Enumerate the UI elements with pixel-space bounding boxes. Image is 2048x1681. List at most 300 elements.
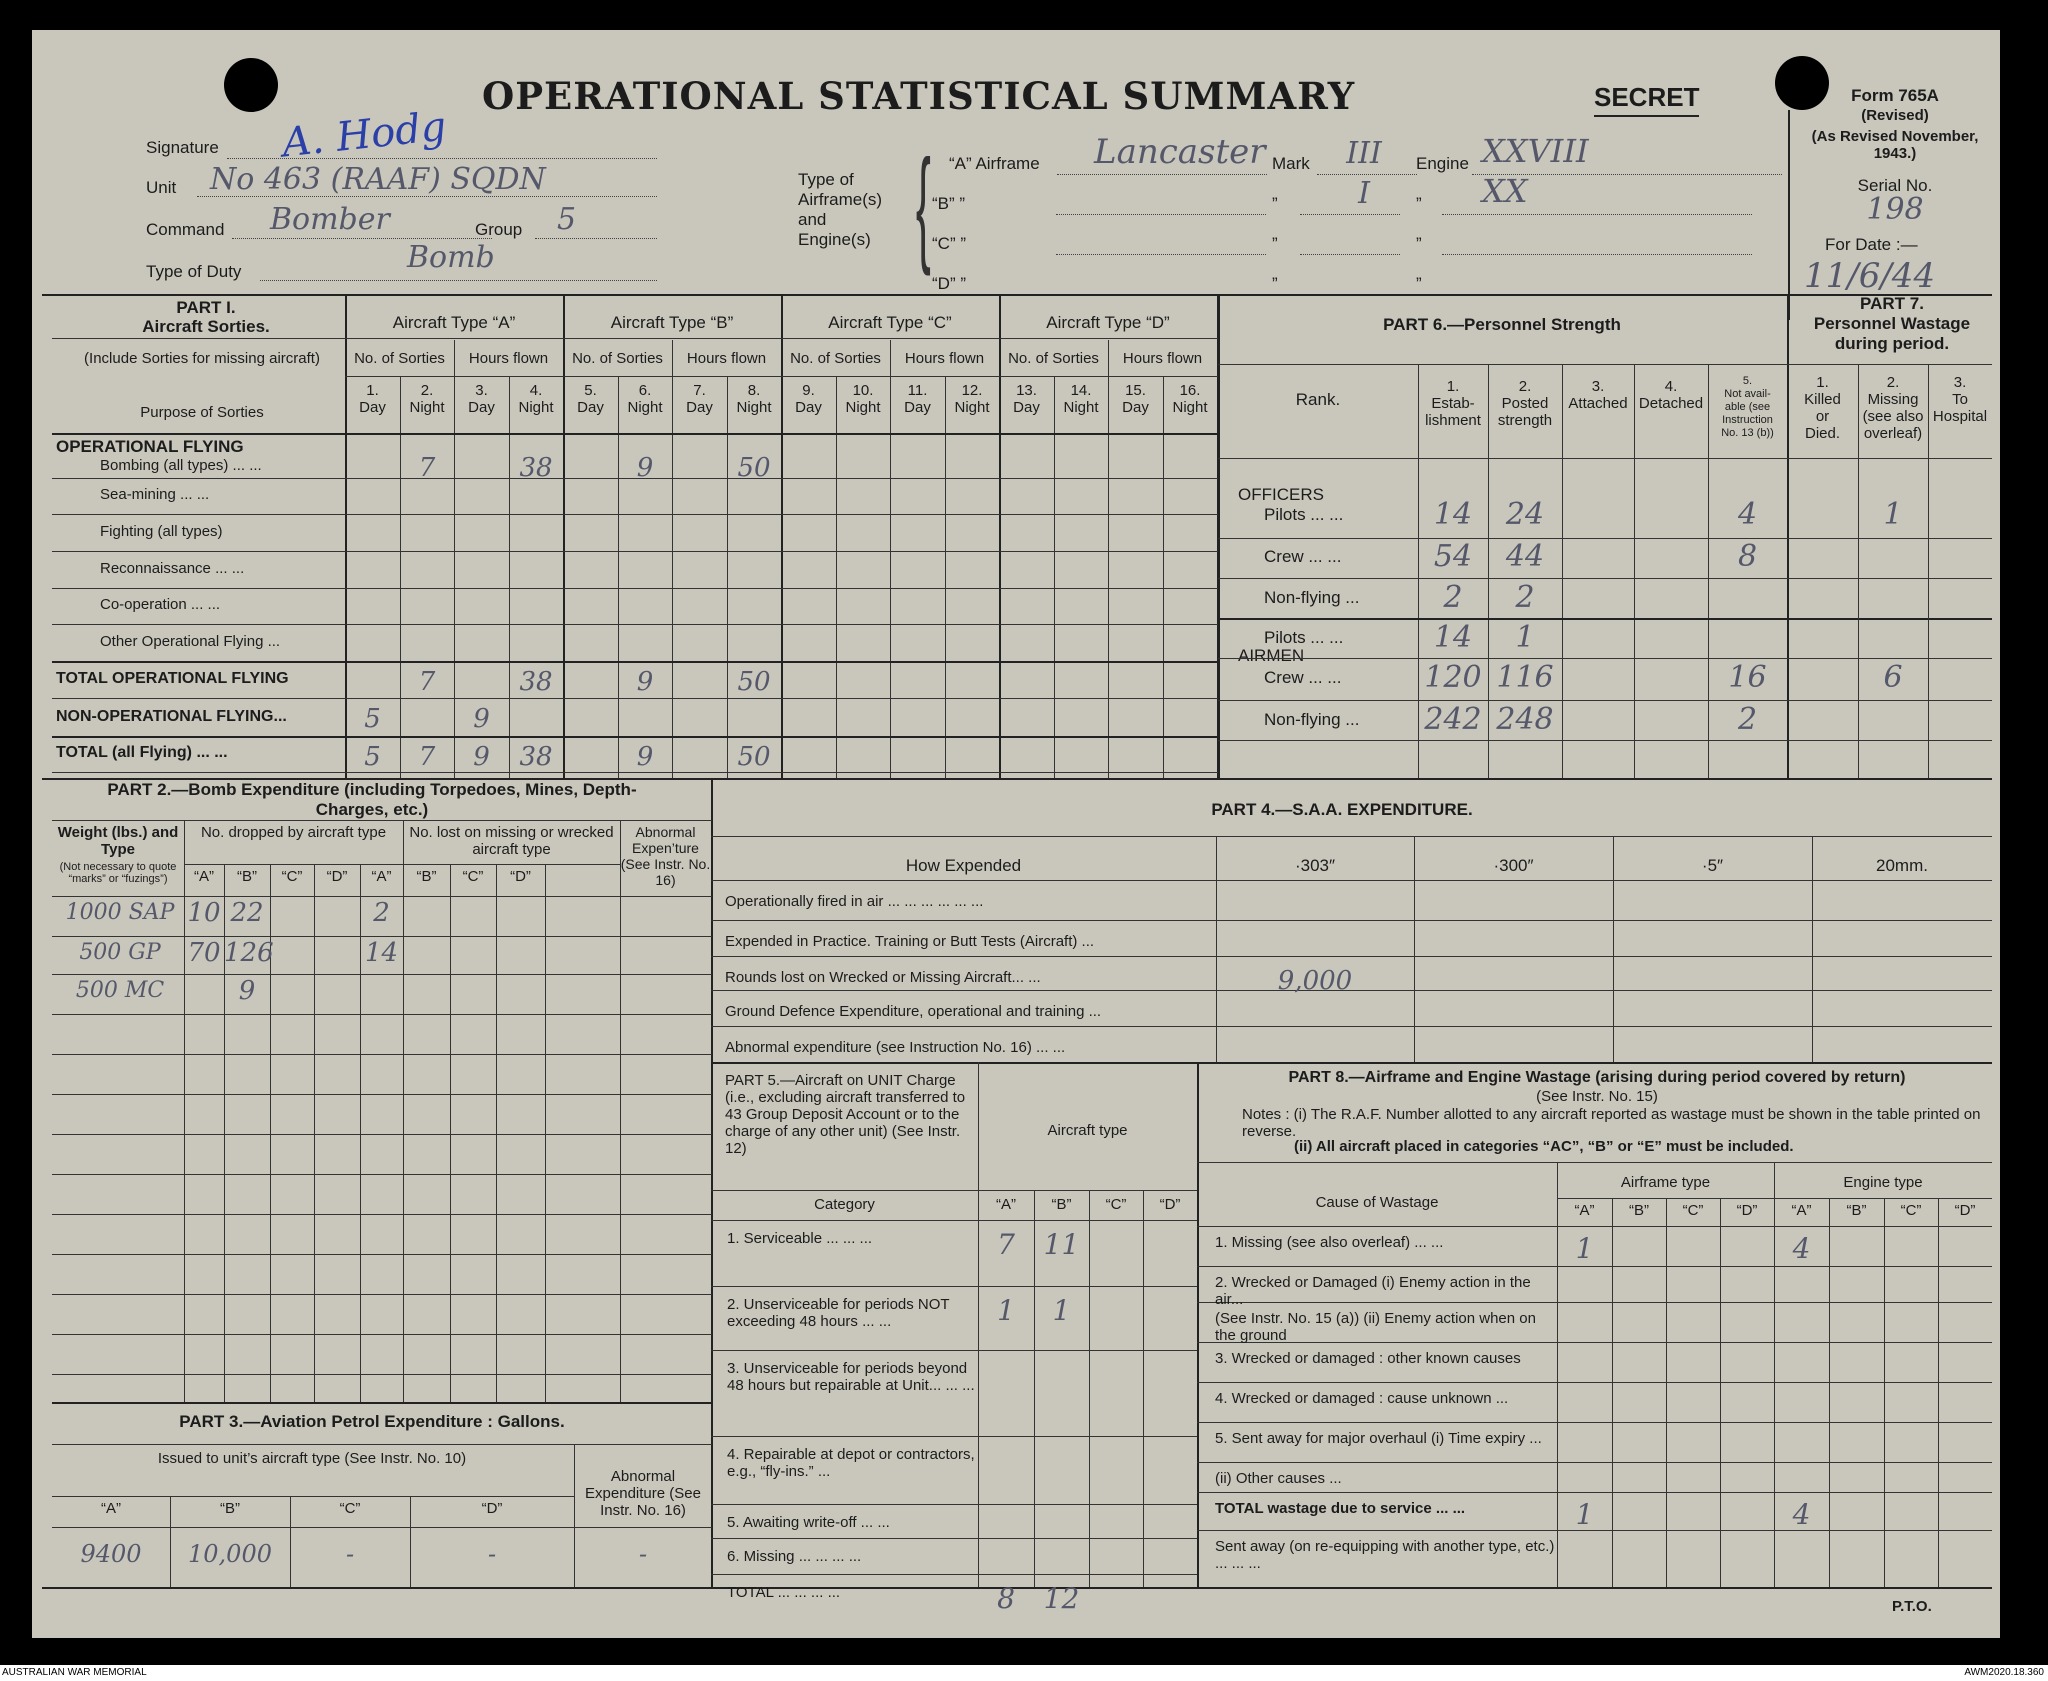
part2-type-rule2 (52, 896, 712, 897)
part1-row-rule (52, 661, 1218, 663)
part8-cause-head: Cause of Wastage (1315, 1194, 1439, 1211)
part3-type-head: “D” (481, 1500, 503, 1517)
part1-row-label: Fighting (all types) (100, 523, 223, 540)
part1-cell-value: 7 (418, 667, 436, 697)
part1-row-label: Sea-mining ... ... (100, 486, 210, 503)
part6-cell-value: 8 (1737, 539, 1758, 574)
part1-sorties-head: No. of Sorties (1008, 350, 1099, 367)
part1-row-rule (52, 624, 1218, 625)
part2-row-rule (52, 1334, 712, 1335)
part2-weight-note: (Not necessary to quote “marks” or “fuzings”) (59, 861, 177, 885)
duty-line (260, 280, 657, 281)
part6-head-rule2 (1218, 458, 1992, 459)
form-revision-date: (As Revised November, 1943.) (1811, 128, 1979, 162)
part1-col-head: 15. Day (1122, 382, 1149, 416)
part5-row-label: TOTAL ... ... ... ... (727, 1584, 841, 1601)
part1-type-head: Aircraft Type “A” (392, 313, 516, 332)
secret-stamp: SECRET (1594, 82, 1699, 117)
airframe-key: “C” ” (932, 234, 966, 253)
part6-row-rule (1218, 700, 1992, 701)
part1-hours-head: Hours flown (468, 350, 549, 367)
part6-row-rule (1218, 658, 1992, 659)
part8-row-label: (See Instr. No. 15 (a)) (ii) Enemy action when on the ground (1215, 1310, 1536, 1344)
engine-line (1442, 254, 1752, 255)
part1-op-heading: OPERATIONAL FLYING (56, 437, 244, 456)
part1-cell-value: 7 (418, 742, 436, 772)
part6-cell-value: 2 (1737, 702, 1758, 737)
part1-hours-head: Hours flown (904, 350, 985, 367)
part5-cell-value: 8 (997, 1582, 1015, 1615)
part4-row-rule (711, 920, 1992, 921)
mark-line (1317, 174, 1417, 175)
part8-row-rule (1197, 1266, 1992, 1267)
part3-type-head: “A” (101, 1500, 121, 1517)
part1-row-rule (52, 588, 1218, 589)
part1-head-rule1 (52, 338, 1218, 339)
airframe-key: “D” ” (932, 274, 966, 293)
part8-airframe-type: “C” (1682, 1202, 1704, 1219)
part1-row-label: TOTAL OPERATIONAL FLYING (56, 670, 289, 687)
part5-row-label: 1. Serviceable ... ... ... (727, 1230, 873, 1247)
mark-value: I (1358, 176, 1370, 211)
part1-cell-value: 9 (636, 742, 654, 772)
part2-rule (314, 864, 315, 1402)
part8-note1: Notes : (i) The R.A.F. Number allotted to any aircraft reported as wastage must be shown in the table printed on reverse. (1242, 1106, 1981, 1140)
part8-row-label: (ii) Other causes ... (1215, 1470, 1342, 1487)
part4-row-label: Ground Defence Expenditure, operational and training ... (725, 1003, 1102, 1020)
part1-row-rule (52, 772, 1218, 773)
form-box-divider (1788, 110, 1790, 320)
type-of-airframe-label: Type of Airframe(s) and Engine(s) (798, 170, 883, 249)
part6-cell-value: 242 (1424, 702, 1482, 737)
mark-label: ” (1272, 274, 1278, 293)
part2-dropped-type: “C” (281, 868, 303, 885)
engine-label: ” (1416, 194, 1422, 213)
part3-head-rule (52, 1444, 712, 1445)
part6-cell-value: 1 (1515, 620, 1535, 655)
part6-cell-value: 16 (1728, 660, 1767, 695)
mark-label: Mark (1272, 154, 1310, 173)
part6-col-head: 1. Estab- lishment (1425, 378, 1481, 429)
part8-airframe-type: “A” (1574, 1202, 1595, 1219)
part6-airmen-heading: AIRMEN (1238, 646, 1305, 665)
part2-row-rule (52, 1374, 712, 1375)
part2-lost-value: 14 (364, 938, 399, 968)
part1-cell-value: 9 (473, 704, 490, 734)
command-label: Command (146, 220, 225, 239)
part1-col-head: 4. Night (518, 382, 554, 416)
part6-row-label: Pilots ... ... (1264, 628, 1344, 647)
part8-row-label: 5. Sent away for major overhaul (i) Time expiry ... (1215, 1430, 1542, 1447)
part1-row-label: TOTAL (all Flying) ... ... (56, 744, 228, 761)
duty-label: Type of Duty (146, 262, 242, 281)
part4-how-head: How Expended (905, 856, 1022, 875)
part1-col-head: 12. Night (954, 382, 990, 416)
part2-dropped-value: 126 (224, 938, 274, 968)
part4-row-label: Abnormal expenditure (see Instruction No. 16) ... ... (725, 1039, 1066, 1056)
part8-row-rule (1197, 1492, 1992, 1493)
part2-dropped-head: No. dropped by aircraft type (200, 824, 387, 841)
airframe-line (1057, 174, 1267, 175)
part7-col-head: 2. Missing (see also overleaf) (1862, 374, 1924, 442)
part2-dropped-type: “A” (194, 868, 214, 885)
part2-head-rule (52, 820, 712, 821)
part6-cell-value: 44 (1505, 539, 1545, 574)
part1-row-rule (52, 551, 1218, 552)
part1-cell-value: 5 (364, 742, 381, 772)
part5-row-rule (711, 1504, 1197, 1505)
part5-row-label: 4. Repairable at depot or contractors, e.g., “fly-ins.” ... (727, 1446, 975, 1480)
part2-lost-type: “A” (371, 868, 392, 885)
part1-cell-value: 38 (519, 667, 553, 697)
part8-title: PART 8.—Airframe and Engine Wastage (arising during period covered by return) (1288, 1069, 1906, 1086)
airframe-value: Lancaster (1094, 132, 1266, 172)
part1-cell-value: 5 (364, 704, 381, 734)
part6-row-label: Pilots ... ... (1264, 505, 1344, 524)
part1-col-head: 13. Day (1013, 382, 1040, 416)
part1-title: PART I. (176, 298, 236, 317)
part2-row-rule (52, 936, 712, 937)
part1-row-label: Other Operational Flying ... (100, 633, 281, 650)
part2-dropped-value: 22 (230, 898, 264, 928)
part1-cell-value: 50 (737, 453, 771, 483)
part1-purpose: Purpose of Sorties (140, 404, 264, 421)
part8-engine-head: Engine type (1843, 1174, 1923, 1191)
part1-col-head: 1. Day (359, 382, 386, 416)
part4-head-rule2 (711, 880, 1992, 881)
part3-type-head: “C” (339, 1500, 361, 1517)
part1-col-head: 7. Day (686, 382, 713, 416)
part2-lost-type: “B” (416, 868, 437, 885)
part1-row-rule (52, 514, 1218, 515)
part1-row-rule (52, 736, 1218, 738)
part6-col-head: 2. Posted strength (1497, 378, 1553, 429)
part6-cell-value: 2 (1443, 580, 1463, 615)
part5-type-head: “C” (1105, 1196, 1127, 1213)
part5-cell-value: 12 (1043, 1582, 1080, 1615)
part4-head-rule (711, 836, 1992, 837)
mark-line (1300, 254, 1400, 255)
part5-type-head: “B” (1051, 1196, 1072, 1213)
part2-weight-value: 500 GP (79, 940, 161, 965)
part1-cell-value: 7 (418, 453, 436, 483)
part1-col-head: 14. Night (1063, 382, 1099, 416)
part7-title: PART 7. (1860, 294, 1924, 313)
airframe-key: “B” ” (932, 194, 966, 213)
part5-title: PART 5.—Aircraft on UNIT Charge (i.e., excluding aircraft transferred to 43 Group Deposit Account or to the charge of any other unit) (See Instr. 12) (725, 1072, 966, 1157)
part8-engine-type: “A” (1791, 1202, 1812, 1219)
part2-abnormal-head: Abnormal Expen’ture (See Instr. No. 16) (620, 824, 711, 888)
airframe-line (1056, 214, 1266, 215)
part8-row-label: 4. Wrecked or damaged : cause unknown ... (1215, 1390, 1509, 1407)
serial-value: 198 (1866, 192, 1924, 227)
engine-value: XXVIII (1482, 132, 1589, 170)
mark-line (1300, 214, 1400, 215)
part1-note: (Include Sorties for missing aircraft) (84, 350, 320, 367)
part8-row-label: 3. Wrecked or damaged : other known causes (1215, 1350, 1521, 1367)
part2-row-rule (52, 1134, 712, 1135)
part1-col-rule (1163, 376, 1164, 778)
part5-row-label: 2. Unserviceable for periods NOT exceeding 48 hours ... ... (727, 1296, 950, 1330)
part8-rule (1829, 1198, 1830, 1587)
part8-airframe-value: 1 (1575, 1232, 1594, 1265)
part6-cell-value: 116 (1496, 660, 1554, 695)
part2-weight-value: 500 MC (75, 978, 165, 1003)
part1-col-rule (400, 376, 401, 778)
form-number: Form 765A (1851, 86, 1939, 105)
part1-type-head: Aircraft Type “D” (1046, 313, 1170, 332)
part1-cell-value: 38 (519, 453, 553, 483)
part4-row-label: Expended in Practice. Training or Butt Tests (Aircraft) ... (725, 933, 1095, 950)
part2-type-rule (184, 864, 620, 865)
part1-col-head: 2. Night (409, 382, 445, 416)
engine-line (1442, 214, 1752, 215)
part5-row-label: 5. Awaiting write-off ... ... (727, 1514, 890, 1531)
part8-rule (1612, 1198, 1613, 1587)
part7-cell-value: 6 (1883, 660, 1903, 695)
part3-type-head: “B” (220, 1500, 240, 1517)
part1-col-rule (509, 376, 510, 778)
part6-row-label: Crew ... ... (1264, 668, 1342, 687)
part1-col-rule (945, 376, 946, 778)
part5-type-head: “D” (1159, 1196, 1181, 1213)
part5-row-rule (711, 1350, 1197, 1351)
part5-rule (1143, 1190, 1144, 1587)
part1-sorties-head: No. of Sorties (790, 350, 881, 367)
part3-abnormal-head: Abnormal Expenditure (See Instr. No. 16) (585, 1468, 701, 1519)
part8-row-rule (1197, 1382, 1992, 1383)
part4-row-label: Operationally fired in air ... ... ... ... ... ... (725, 893, 984, 910)
serial-label: Serial No. (1857, 176, 1933, 195)
part5-category-head: Category (814, 1196, 875, 1213)
part4-cell-value: 9,000 (1277, 966, 1353, 996)
part6-title: PART 6.—Personnel Strength (1383, 315, 1621, 334)
part6-rank-head: Rank. (1295, 390, 1341, 409)
part6-col-head: 4. Detached (1638, 378, 1704, 412)
part8-row-label: 1. Missing (see also overleaf) ... ... (1215, 1234, 1444, 1251)
part1-col-head: 11. Day (904, 382, 931, 416)
part5-row-rule (711, 1436, 1197, 1437)
group-value: 5 (557, 202, 577, 237)
part6-col-head: 5. Not avail- able (see Instruction No. 13 (b)) (1721, 375, 1774, 439)
part6-cell-value: 24 (1505, 497, 1545, 532)
part8-airframe-type: “D” (1736, 1202, 1758, 1219)
part2-right-rule (711, 778, 713, 1588)
duty-value: Bomb (407, 240, 495, 275)
part1-cell-value: 9 (473, 742, 490, 772)
part1-row-label: Co-operation ... ... (100, 596, 221, 613)
command-value: Bomber (270, 202, 390, 237)
part1-type-head: Aircraft Type “B” (610, 313, 734, 332)
form-sheet (32, 30, 2000, 1638)
part6-row-label: Non-flying ... (1264, 588, 1360, 607)
unit-label: Unit (146, 178, 177, 197)
part4-title: PART 4.—S.A.A. EXPENDITURE. (1211, 800, 1473, 819)
part1-head-rule3 (52, 433, 1218, 435)
part8-head-rule (1197, 1162, 1992, 1163)
part6-col-rule (1562, 364, 1563, 778)
part6-cell-value: 4 (1737, 497, 1758, 532)
part6-head-rule1 (1218, 364, 1992, 365)
part8-engine-type: “B” (1846, 1202, 1867, 1219)
form-revised: (Revised) (1861, 107, 1929, 124)
punch-hole-left (224, 58, 278, 112)
part1-row-rule (52, 698, 1218, 699)
part8-row-label: TOTAL wastage due to service ... ... (1215, 1500, 1466, 1517)
part5-aircraft-type-head: Aircraft type (1047, 1122, 1128, 1139)
part8-engine-value: 4 (1792, 1498, 1811, 1531)
bracket: { (915, 134, 931, 277)
part8-type-rule2 (1197, 1226, 1992, 1227)
part2-rule (450, 864, 451, 1402)
part4-row-rule (711, 1026, 1992, 1027)
part8-engine-value: 4 (1792, 1232, 1811, 1265)
signature-label: Signature (146, 138, 219, 157)
part7-col-head: 1. Killed or Died. (1804, 374, 1841, 442)
part7-col-rule (1928, 364, 1929, 778)
part8-airframe-type: “B” (1629, 1202, 1649, 1219)
pto-label: P.T.O. (1892, 1598, 1932, 1615)
part6-cell-value: 2 (1515, 580, 1535, 615)
part3-type-rule2 (52, 1527, 712, 1528)
part8-rule (1720, 1198, 1721, 1587)
mark-value: III (1346, 136, 1382, 171)
footer-left: AUSTRALIAN WAR MEMORIAL (2, 1667, 147, 1678)
part3-value: - (345, 1540, 355, 1568)
part3-title: PART 3.—Aviation Petrol Expenditure : Gallons. (179, 1412, 565, 1431)
page-title: OPERATIONAL STATISTICAL SUMMARY (482, 74, 1356, 118)
part6-cell-value: 120 (1424, 660, 1482, 695)
unit-value: No 463 (RAAF) SQDN (210, 162, 546, 197)
part2-row-rule (52, 1174, 712, 1175)
part8-row-rule (1197, 1422, 1992, 1423)
airframe-key: “A” Airframe (949, 154, 1040, 173)
part1-head-rule2 (345, 376, 1218, 377)
part6-cell-value: 14 (1433, 497, 1473, 532)
part1-col-head: 10. Night (845, 382, 881, 416)
part1-col-rule (727, 376, 728, 778)
part4-row-rule (711, 1062, 1992, 1064)
part1-col-head: 9. Day (795, 382, 822, 416)
part1-cell-value: 38 (519, 742, 553, 772)
part1-col-rule (618, 376, 619, 778)
for-date-label: For Date :— (1825, 235, 1918, 254)
part3-top-rule (52, 1402, 712, 1404)
for-date-value: 11/6/44 (1804, 256, 1936, 296)
part2-row-rule (52, 1054, 712, 1055)
part1-col-head: 6. Night (627, 382, 663, 416)
part3-value: 10,000 (188, 1540, 272, 1568)
part2-lost-type: “D” (510, 868, 531, 885)
part2-dropped-value: 9 (238, 976, 256, 1006)
part2-row-rule (52, 1254, 712, 1255)
part7-col-head: 3. To Hospital (1932, 374, 1988, 425)
command-line (232, 238, 492, 239)
part4-col-head: 20mm. (1876, 856, 1928, 875)
part5-head-rule (711, 1190, 1197, 1191)
part8-note2: (ii) All aircraft placed in categories “AC”, “B” or “E” must be included. (1294, 1138, 1794, 1155)
part2-row-rule (52, 1294, 712, 1295)
part1-hours-head: Hours flown (1122, 350, 1203, 367)
part1-sorties-head: No. of Sorties (572, 350, 663, 367)
part6-row-rule (1218, 538, 1992, 539)
part6-cell-value: 248 (1496, 702, 1554, 737)
part2-weight-value: 1000 SAP (65, 900, 175, 925)
part8-airframe-value: 1 (1575, 1498, 1594, 1531)
part6-row-rule (1218, 740, 1992, 741)
part5-head-rule2 (711, 1220, 1197, 1221)
part8-row-label: 2. Wrecked or Damaged (i) Enemy action in the air... (1215, 1274, 1531, 1308)
part1-subtitle: Aircraft Sorties. (142, 317, 270, 336)
part6-cell-value: 54 (1433, 539, 1473, 574)
part2-rule (545, 864, 546, 1402)
part5-row-label: 3. Unserviceable for periods beyond 48 hours but repairable at Unit... ... ... (727, 1360, 975, 1394)
part8-type-rule (1557, 1198, 1992, 1199)
part3-value: - (487, 1540, 497, 1568)
part1-col-head: 3. Day (468, 382, 495, 416)
part2-title: PART 2.—Bomb Expenditure (including Torpedoes, Mines, Depth-Charges, etc.) (107, 780, 637, 819)
part3-value: 9400 (80, 1540, 142, 1568)
part6-row-label: Non-flying ... (1264, 710, 1360, 729)
part5-row-rule (711, 1574, 1197, 1575)
part2-row-rule (52, 1094, 712, 1095)
signature-value: A. Hodg (280, 103, 449, 167)
part1-hours-head: Hours flown (686, 350, 767, 367)
engine-label: Engine (1416, 154, 1469, 173)
part2-row-rule (52, 1014, 712, 1015)
part2-dropped-value: 10 (187, 898, 221, 928)
part5-cell-value: 1 (1052, 1294, 1071, 1327)
airframe-line (1056, 254, 1266, 255)
part4-row-rule (711, 956, 1992, 957)
part3-issued-head: Issued to unit’s aircraft type (See Instr. No. 10) (157, 1450, 467, 1467)
mark-label: ” (1272, 194, 1278, 213)
part8-engine-type: “D” (1954, 1202, 1976, 1219)
part2-lost-value: 2 (373, 898, 390, 928)
part6-right-rule (1787, 294, 1789, 778)
part5-cell-value: 7 (997, 1228, 1015, 1261)
part1-col-head: 5. Day (577, 382, 604, 416)
part1-type-head: Aircraft Type “C” (828, 313, 952, 332)
part1-cell-value: 50 (737, 667, 771, 697)
part6-col-head: 3. Attached (1568, 378, 1628, 412)
part1-row-label: NON-OPERATIONAL FLYING... (56, 708, 287, 725)
part1-cell-value: 9 (636, 667, 654, 697)
footer-right: AWM2020.18.360 (1964, 1667, 2044, 1678)
part2-lost-type: “C” (462, 868, 484, 885)
part4-col-head: ·303″ (1294, 856, 1336, 875)
part2-dropped-value: 70 (187, 938, 221, 968)
part1-col-head: 8. Night (736, 382, 772, 416)
part5-row-rule (711, 1538, 1197, 1539)
part8-row-label: Sent away (on re-equipping with another type, etc.) ... ... ... (1215, 1538, 1555, 1572)
part2-rule (620, 820, 621, 1402)
part6-row-rule (1218, 618, 1992, 620)
part8-airframe-head: Airframe type (1620, 1174, 1711, 1191)
part4-col-head: ·300″ (1493, 856, 1534, 875)
part2-row-rule (52, 974, 712, 975)
part5-cell-value: 11 (1043, 1228, 1080, 1261)
part6-col-rule (1634, 364, 1635, 778)
part5-rule (1089, 1190, 1090, 1587)
part3-type-rule (52, 1496, 574, 1497)
part8-rule (1938, 1198, 1939, 1587)
engine-value: XX (1482, 172, 1528, 210)
engine-label: ” (1416, 274, 1422, 293)
part2-dropped-type: “D” (326, 868, 348, 885)
part2-row-rule (52, 1214, 712, 1215)
part7-cell-value: 1 (1883, 497, 1903, 532)
